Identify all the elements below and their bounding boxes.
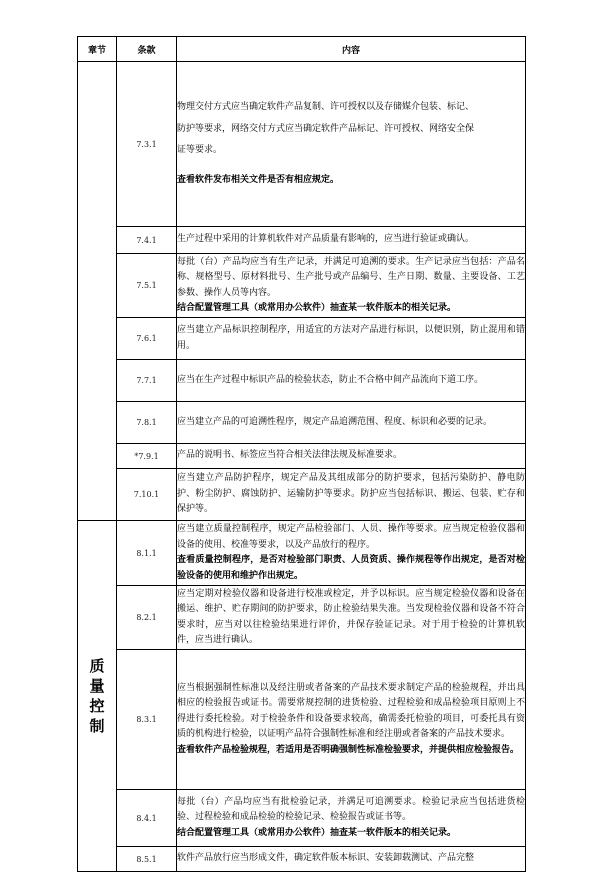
table-row	[78, 62, 526, 227]
content-text: 应当建立产品防护程序，规定产品及其组成部分的防护要求，包括污染防护、静电防护、粉尘防护、腐蚀防护、运输防护等要求。防护应当包括标识、搬运、包装、贮存和保护等。	[177, 473, 525, 515]
chapter-cell-empty	[78, 62, 117, 521]
table-row	[78, 318, 526, 360]
clause-number: 8.2.1	[117, 586, 177, 650]
clause-number: 7.3.1	[117, 62, 177, 227]
clause-content	[177, 650, 526, 790]
chapter-char: 量	[89, 677, 105, 695]
chapter-cell-quality-control	[78, 521, 117, 872]
clause-content	[177, 469, 526, 521]
clause-content	[177, 521, 526, 586]
chapter-char: 制	[89, 717, 105, 735]
content-text: 每批（台）产品均应当有批检验记录，并满足可追溯要求。检验记录应当包括进货检验、过程检验和成品检验的检验记录、检验报告或证书等。	[177, 796, 525, 823]
content-text: 应当定期对检验仪器和设备进行校准或检定，并予以标识。应当规定检验仪器和设备在搬运、维护、贮存期间的防护要求，防止检验结果失准。当发现检验仪器和设备不符合要求时，应当对以往检验结果进行评价，并保存验证记录。对于用于检验的计算机软件，应当进行确认。	[177, 588, 525, 645]
clause-content	[177, 586, 526, 650]
content-text: 防护等要求，网络交付方式应当确定软件产品标记、许可授权、网络安全保	[177, 123, 475, 134]
content-text: 生产过程中采用的计算机软件对产品质量有影响的，应当进行验证或确认。	[177, 234, 475, 245]
table-row	[78, 790, 526, 847]
content-check-note: 查看质量控制程序，是否对检验部门职责、人员资质、操作规程等作出规定，是否对检验设备的使用和维护作出规定。	[177, 555, 525, 581]
content-check-note: 查看软件产品检验规程，若适用是否明确强制性标准检验要求，并提供相应检验报告。	[177, 744, 520, 755]
content-text: 应当建立质量控制程序，规定产品检验部门、人员、操作等要求。应当规定检验仪器和设备的使用、校准等要求，以及产品放行的程序。	[177, 524, 525, 550]
clause-number: 7.5.1	[117, 254, 177, 318]
content-check-note: 结合配置管理工具（或常用办公软件）抽查某一软件版本的相关记录。	[177, 827, 457, 838]
clause-number: 8.4.1	[117, 790, 177, 847]
clause-number: 7.7.1	[117, 360, 177, 402]
table-row	[78, 227, 526, 254]
content-text: 应当建立产品的可追溯性程序，规定产品追溯范围、程度、标识和必要的记录。	[177, 416, 493, 427]
content-text: 物理交付方式应当确定软件产品复制、许可授权以及存储媒介包装、标记、	[177, 102, 475, 112]
header-chapter: 章节	[78, 37, 117, 62]
chapter-char: 控	[89, 697, 105, 715]
table-row	[78, 521, 526, 586]
header-clause: 条款	[117, 37, 177, 62]
clause-number: 8.3.1	[117, 650, 177, 790]
clause-content	[177, 227, 526, 254]
header-content: 内容	[177, 37, 526, 62]
content-text: 应当根据强制性标准以及经注册或者备案的产品技术要求制定产品的检验规程，并出具相应的检验报告或证书。需要常规控制的进货检验、过程检验和成品检验项目原则上不得进行委托检验。对于检验条件和设备要求较高，确需委托检验的项目，可委托具有资质的机构进行检验，以证明产品符合强制性标准和经注册或者备案的产品技术要求。	[177, 682, 525, 740]
content-check-note: 查看软件发布相关文件是否有相应规定。	[177, 174, 340, 185]
clause-content	[177, 318, 526, 360]
clause-content	[177, 402, 526, 444]
content-text: 软件产品放行应当形成文件，确定软件版本标识、安装卸载测试、产品完整	[177, 853, 475, 864]
table-row	[78, 444, 526, 469]
clause-content	[177, 254, 526, 318]
clause-number: 7.4.1	[117, 227, 177, 254]
clause-number: *7.9.1	[117, 444, 177, 469]
content-text: 每批（台）产品均应当有生产记录，并满足可追溯的要求。生产记录应当包括：产品名称、规格型号、原材料批号、生产批号或产品编号、生产日期、数量、主要设备、工艺参数、操作人员等内容。	[177, 256, 525, 298]
table-row	[78, 254, 526, 318]
clause-content	[177, 790, 526, 847]
table-row	[78, 847, 526, 872]
requirements-table	[77, 36, 526, 872]
clause-content	[177, 360, 526, 402]
table-row	[78, 650, 526, 790]
clause-content	[177, 62, 526, 227]
chapter-char: 质	[89, 657, 105, 675]
table-row	[78, 360, 526, 402]
clause-content	[177, 847, 526, 872]
content-text: 应当在生产过程中标识产品的检验状态，防止不合格中间产品流向下道工序。	[177, 374, 484, 385]
clause-number: 8.5.1	[117, 847, 177, 872]
table-header-row	[78, 37, 526, 62]
clause-number: 7.10.1	[117, 469, 177, 521]
content-check-note: 结合配置管理工具（或常用办公软件）抽查某一软件版本的相关记录。	[177, 303, 457, 313]
table-row	[78, 402, 526, 444]
clause-number: 7.8.1	[117, 402, 177, 444]
table-row	[78, 469, 526, 521]
clause-number: 8.1.1	[117, 521, 177, 586]
clause-content	[177, 444, 526, 469]
content-text: 证等要求。	[177, 145, 223, 155]
content-text: 应当建立产品标识控制程序，用适宜的方法对产品进行标识，以便识别，防止混用和错用。	[177, 325, 525, 351]
clause-number: 7.6.1	[117, 318, 177, 360]
content-text: 产品的说明书、标签应当符合相关法律法规及标准要求。	[177, 450, 403, 461]
table-row	[78, 586, 526, 650]
